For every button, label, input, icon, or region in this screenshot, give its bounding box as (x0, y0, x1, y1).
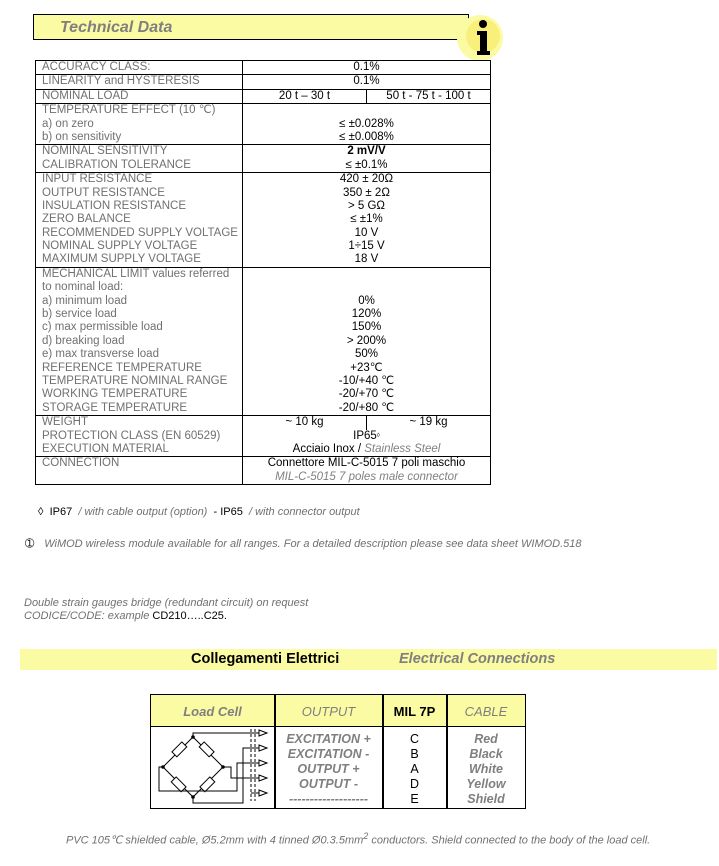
connections-title-en: Electrical Connections (399, 651, 556, 667)
electrical-connections-header (20, 649, 717, 670)
spec-value: 10 V (354, 226, 379, 239)
table-row: ------------------- (288, 792, 369, 806)
table-row: B (410, 747, 419, 761)
table-row: OUTPUT + (297, 762, 360, 776)
header-cable: CABLE (464, 704, 508, 719)
header-title: Technical Data (60, 19, 173, 36)
spec-label: a) minimum load (42, 294, 127, 307)
spec-value: 2 mV/V (347, 145, 386, 158)
spec-label: e) max transverse load (42, 348, 159, 361)
bridge-diagram-icon (155, 729, 273, 805)
spec-label: TEMPERATURE NOMINAL RANGE (42, 374, 228, 387)
spec-value: Acciaio Inox / (292, 442, 365, 455)
output-column (275, 732, 382, 807)
spec-label: STORAGE TEMPERATURE (42, 401, 188, 414)
pin-column (383, 732, 446, 807)
spec-value: Connettore MIL-C-5015 7 poli maschio (267, 457, 466, 470)
ip-note (38, 506, 360, 518)
spec-value: +23℃ (350, 361, 383, 374)
spec-value: 50 t - 75 t - 100 t (386, 89, 471, 102)
table-row: D (409, 777, 420, 791)
table-row: Shield (467, 792, 505, 806)
wimod-note (25, 537, 582, 550)
spec-label: MAXIMUM SUPPLY VOLTAGE (42, 253, 201, 266)
spec-label: a) on zero (42, 117, 94, 130)
spec-label: NOMINAL LOAD (42, 89, 129, 102)
wiring-table (150, 694, 526, 809)
table-row: Red (474, 732, 498, 746)
spec-value: ≤ ±0.1% (345, 158, 388, 171)
ip67-desc: / with cable output (option) (78, 506, 208, 518)
spec-label: TEMPERATURE EFFECT (10 ℃) (42, 104, 216, 117)
table-row: EXCITATION + (286, 732, 371, 746)
spec-label: CONNECTION (42, 457, 120, 470)
spec-label: EXECUTION MATERIAL (42, 442, 169, 455)
spec-label: INSULATION RESISTANCE (42, 199, 186, 212)
table-row: C (409, 732, 420, 746)
table-row: White (468, 762, 504, 776)
spec-label: b) service load (42, 308, 117, 321)
spec-label: MECHANICAL LIMIT values referred (42, 267, 230, 280)
spec-label: WEIGHT (42, 416, 88, 429)
header-mil-7p: MIL 7P (393, 704, 436, 719)
table-row: Yellow (466, 777, 506, 791)
wimod-text: WiMOD wireless module available for all ranges. For a detailed description please see data sheet WIMOD.518 (44, 538, 582, 550)
spec-value: ~ 10 kg (243, 416, 367, 429)
connections-title-it: Collegamenti Elettrici (191, 651, 340, 667)
code-note (24, 597, 308, 623)
code-label: CODICE/CODE: example (24, 610, 153, 622)
spec-value: 18 V (354, 253, 379, 266)
table-row: Black (469, 747, 503, 761)
header-output: OUTPUT (301, 704, 356, 719)
spec-value: 1÷15 V (348, 240, 385, 253)
spec-value: 150% (351, 321, 382, 334)
spec-value: ~ 19 kg (409, 416, 448, 429)
table-row: EXCITATION - (287, 747, 370, 761)
circled-one-icon: ➀ (25, 538, 35, 550)
spec-value: ≤ ±0.028% (339, 117, 394, 130)
spec-value: ≤ ±1% (350, 213, 383, 226)
spec-label: RECOMMENDED SUPPLY VOLTAGE (42, 226, 238, 239)
technical-data-table (35, 60, 491, 485)
spec-value: IP65 (353, 429, 377, 442)
technical-data-header (33, 14, 469, 40)
code-value: CD210…..C25. (152, 610, 227, 622)
spec-value: MIL-C-5015 7 poles male connector (275, 470, 458, 483)
spec-label: d) breaking load (42, 334, 125, 347)
spec-value: -20/+80 ℃ (338, 401, 395, 414)
spec-label: CALIBRATION TOLERANCE (42, 158, 191, 171)
spec-value: 50% (354, 348, 379, 361)
spec-label: NOMINAL SENSITIVITY (42, 145, 168, 158)
spec-label: OUTPUT RESISTANCE (42, 186, 165, 199)
spec-value: ≤ ±0.008% (339, 130, 394, 143)
cable-footnote: PVC 105℃ shielded cable, Ø5.2mm with 4 tinned $Ø0.3.5mm^2$ conductors. Shield connected to the body of the load cell. (66, 831, 651, 847)
spec-value: 120% (351, 308, 382, 321)
spec-label: ACCURACY CLASS: (42, 61, 151, 73)
spec-value: -10/+40 ℃ (338, 374, 395, 387)
spec-value: > 200% (346, 334, 387, 347)
spec-value: 20 t – 30 t (243, 90, 367, 103)
spec-label: to nominal load: (42, 281, 124, 294)
diamond-icon: ◊ (376, 432, 380, 439)
header-load-cell: Load Cell (183, 704, 242, 719)
table-row: E (410, 792, 419, 806)
info-icon (456, 14, 504, 62)
spec-label: NOMINAL SUPPLY VOLTAGE (42, 240, 198, 253)
spec-value: 420 ± 20Ω (339, 173, 394, 186)
ip67-label: IP67 (49, 506, 73, 518)
spec-label: WORKING TEMPERATURE (42, 388, 188, 401)
spec-value: Stainless Steel (364, 442, 441, 455)
ip65-label: - IP65 (213, 506, 243, 518)
spec-value: 0.1% (353, 75, 380, 88)
table-row: OUTPUT - (298, 777, 359, 791)
spec-value: 350 ± 2Ω (343, 186, 390, 199)
spec-label: PROTECTION CLASS (EN 60529) (42, 429, 221, 442)
spec-value: 0.1% (353, 61, 380, 73)
spec-value: -20/+70 ℃ (338, 388, 395, 401)
ip65-desc: / with connector output (248, 506, 360, 518)
double-bridge-text: Double strain gauges bridge (redundant circuit) on request (24, 597, 309, 609)
spec-label: ZERO BALANCE (42, 213, 131, 226)
spec-label: b) on sensitivity (42, 130, 122, 143)
spec-label: LINEARITY and HYSTERESIS (42, 75, 200, 88)
cable-column (447, 732, 525, 807)
spec-value: > 5 GΩ (347, 199, 386, 212)
spec-label: REFERENCE TEMPERATURE (42, 361, 202, 374)
diamond-icon: ◊ (38, 506, 44, 518)
spec-label: INPUT RESISTANCE (42, 173, 153, 186)
table-row: A (410, 762, 419, 776)
spec-value: 0% (358, 294, 375, 307)
spec-label: c) max permissible load (42, 321, 163, 334)
